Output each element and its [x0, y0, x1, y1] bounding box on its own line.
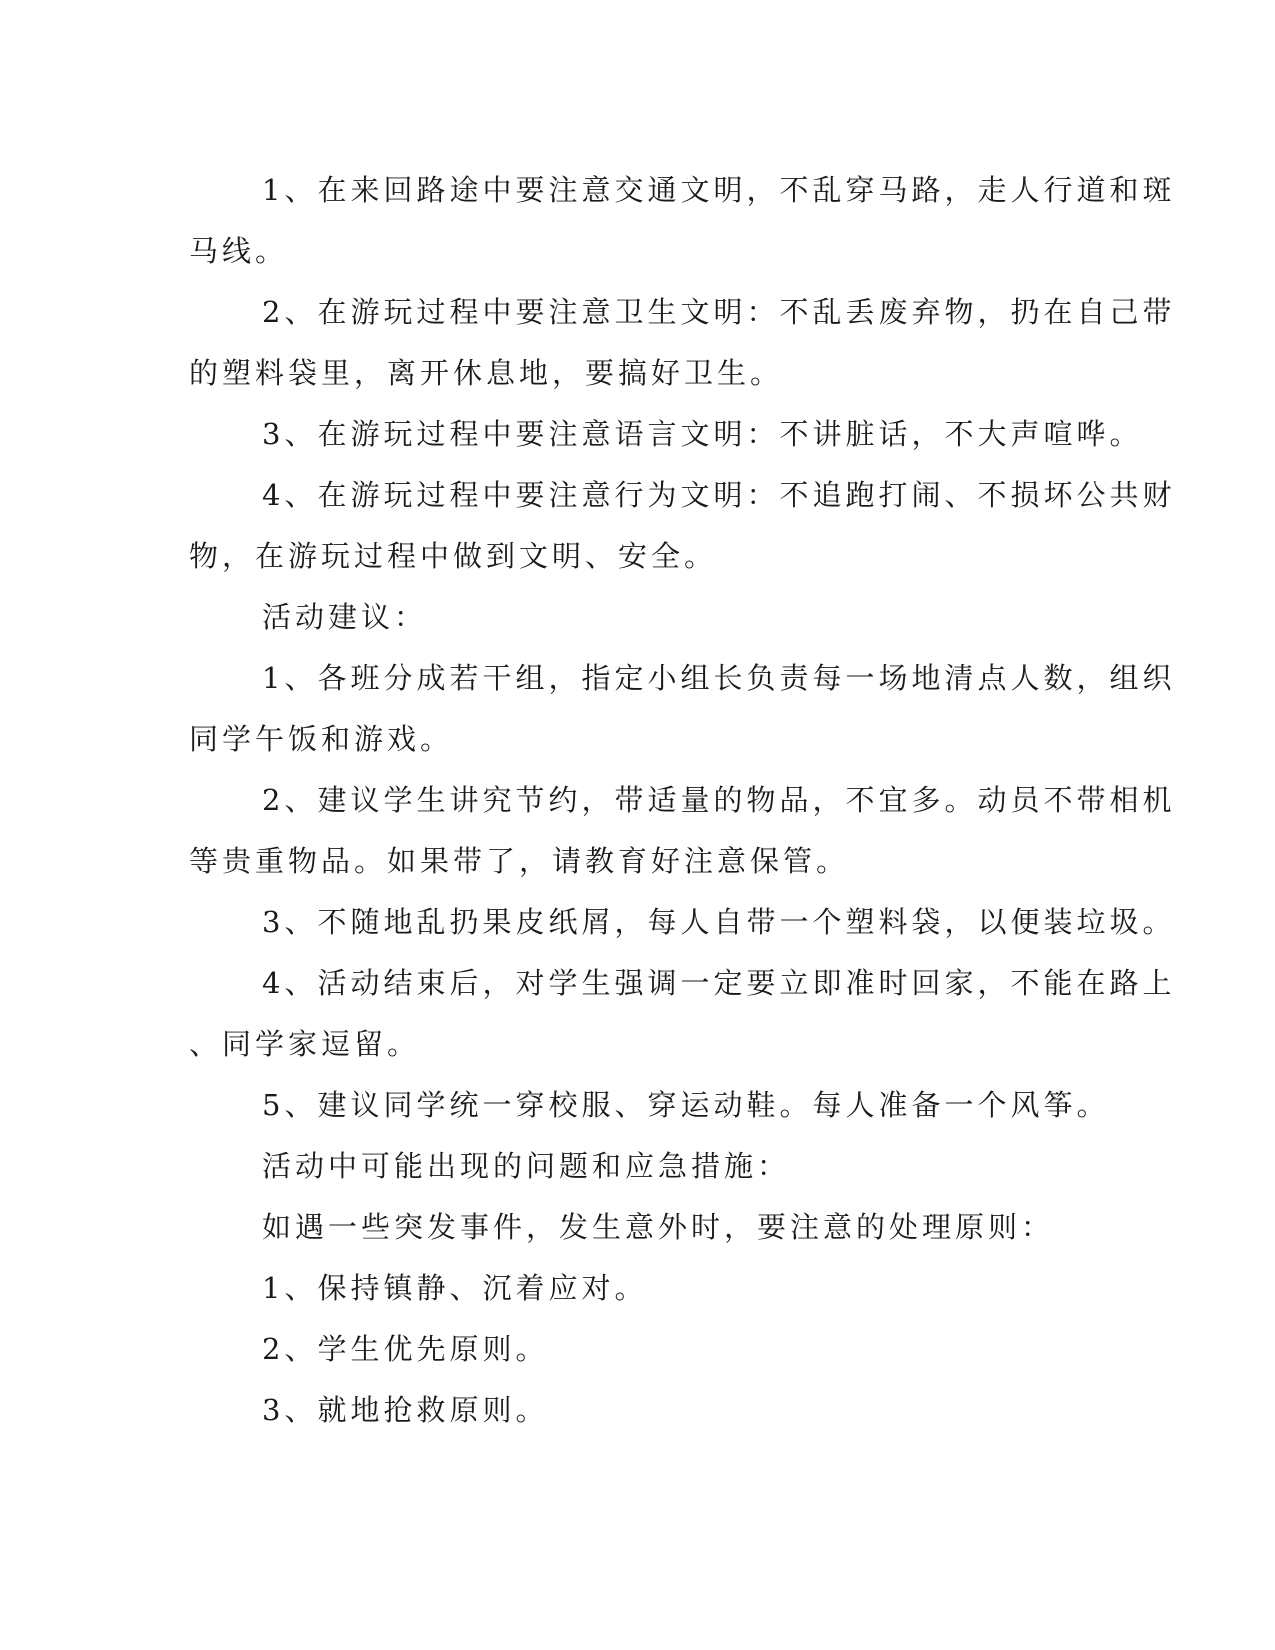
paragraph-10: [189, 1197, 1059, 1258]
paragraph-4: [189, 465, 1176, 587]
paragraph-line: 1、保持镇静、沉着应对。: [262, 1271, 648, 1305]
paragraph-line: 、同学家逗留。: [189, 1027, 421, 1061]
paragraph-line: 2、在游玩过程中要注意卫生文明：不乱丢废弃物，扔在自己带: [262, 295, 1176, 329]
paragraph-line: 2、学生优先原则。: [262, 1332, 549, 1366]
paragraph-line: 的塑料袋里，离开休息地，要搞好卫生。: [189, 356, 784, 390]
paragraph-9: [189, 1075, 1110, 1136]
section-heading-suggestions: [189, 587, 1059, 648]
paragraph-line: 物，在游玩过程中做到文明、安全。: [189, 539, 718, 573]
paragraph-7: [189, 892, 1176, 953]
paragraph-1: [189, 160, 1176, 282]
paragraph-line: 1、在来回路途中要注意交通文明，不乱穿马路，走人行道和斑: [262, 173, 1176, 207]
paragraph-3: [189, 404, 1143, 465]
paragraph-line: 如遇一些突发事件，发生意外时，要注意的处理原则：: [262, 1210, 1055, 1244]
paragraph-line: 马线。: [189, 234, 289, 268]
paragraph-line: 5、建议同学统一穿校服、穿运动鞋。每人准备一个风筝。: [262, 1088, 1110, 1122]
paragraph-line: 3、就地抢救原则。: [262, 1393, 549, 1427]
paragraph-line: 活动建议：: [262, 600, 428, 634]
paragraph-5: [189, 648, 1176, 770]
paragraph-line: 2、建议学生讲究节约，带适量的物品，不宜多。动员不带相机: [262, 783, 1176, 817]
paragraph-13: [189, 1380, 1059, 1441]
paragraph-11: [189, 1258, 1059, 1319]
paragraph-6: [189, 770, 1176, 892]
paragraph-8: [189, 953, 1176, 1075]
paragraph-line: 等贵重物品。如果带了，请教育好注意保管。: [189, 844, 850, 878]
paragraph-line: 同学午饭和游戏。: [189, 722, 454, 756]
paragraph-line: 4、活动结束后，对学生强调一定要立即准时回家，不能在路上: [262, 966, 1176, 1000]
paragraph-line: 4、在游玩过程中要注意行为文明：不追跑打闹、不损坏公共财: [262, 478, 1176, 512]
section-heading-emergency: [189, 1136, 1059, 1197]
paragraph-2: [189, 282, 1176, 404]
paragraph-line: 3、在游玩过程中要注意语言文明：不讲脏话，不大声喧哗。: [262, 417, 1143, 451]
paragraph-line: 活动中可能出现的问题和应急措施：: [262, 1149, 791, 1183]
paragraph-line: 1、各班分成若干组，指定小组长负责每一场地清点人数，组织: [262, 661, 1176, 695]
paragraph-line: 3、不随地乱扔果皮纸屑，每人自带一个塑料袋，以便装垃圾。: [262, 905, 1176, 939]
paragraph-12: [189, 1319, 1059, 1380]
